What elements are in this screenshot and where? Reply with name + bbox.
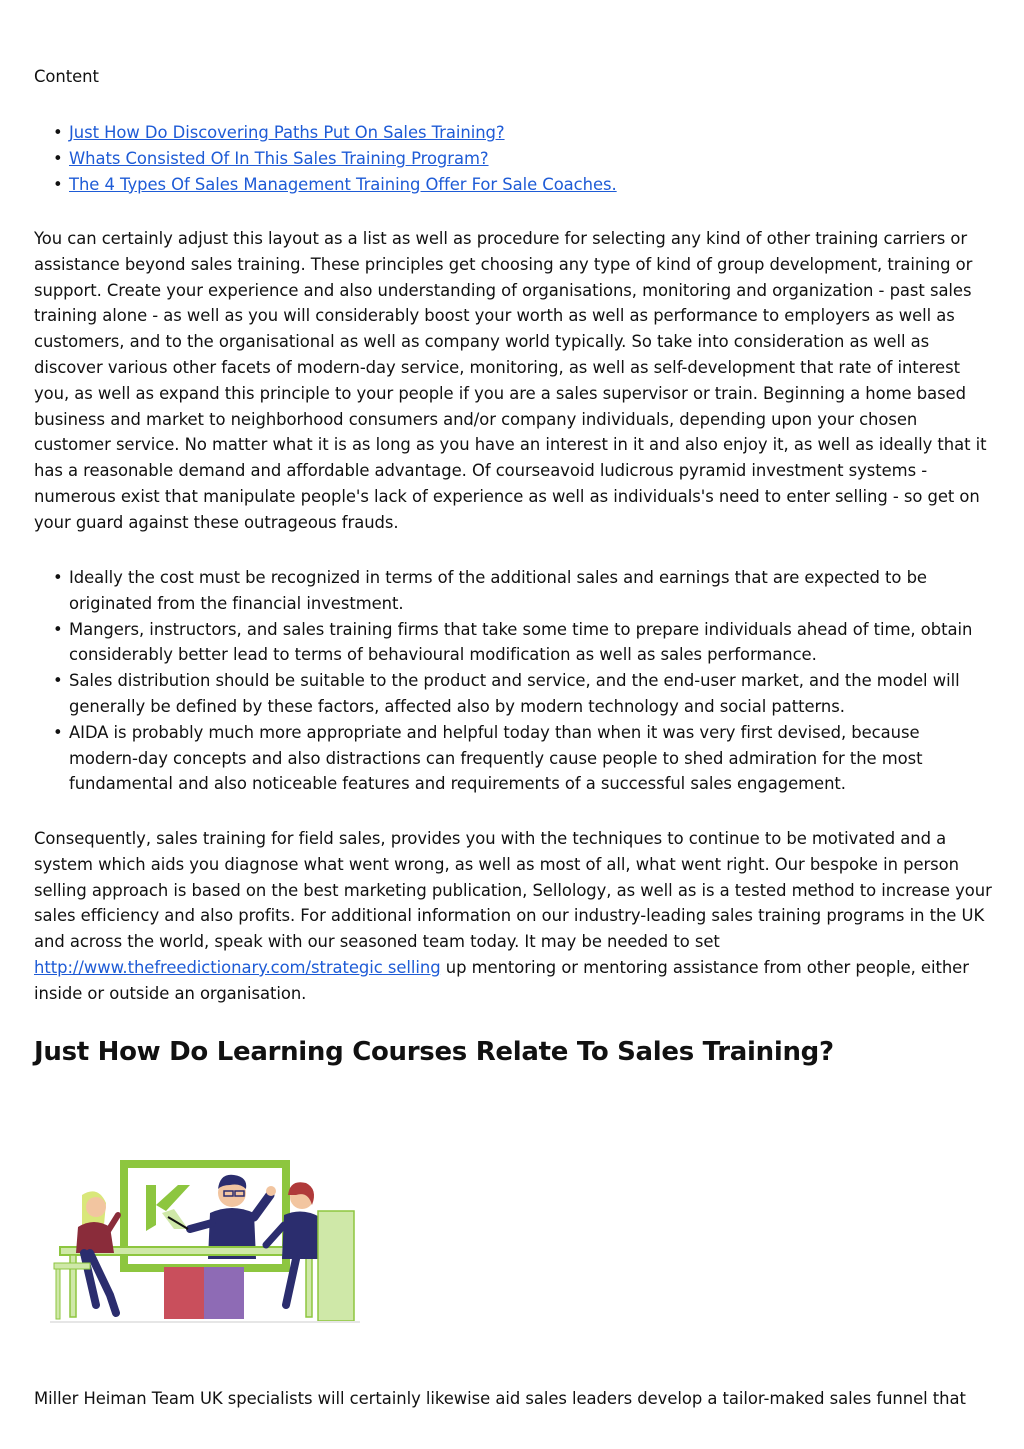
table-of-contents	[69, 120, 617, 197]
body-paragraph: You can certainly adjust this layout as a list as well as procedure for selecting any kind of other training carriers or assistance beyond sales training. These principles get choosing any type of kind of group development, training or support. Create your experience and also understanding of organisations, monitoring and organization - past sales training alone - as well as you will considerably boost your worth as well as performance to employers as well as customers, and to the organisational as well as company world typically. So take into consideration as well as discover various other facets of modern-day service, monitoring, as well as self-development that rate of interest you, as well as expand this principle to your people if you are a sales supervisor or train. Beginning a home based business and market to neighborhood consumers and/or company individuals, depending upon your chosen customer service. No matter what it is as long as you have an interest in it and also enjoy it, as well as ideally that it has a reasonable demand and affordable advantage. Of courseavoid ludicrous pyramid investment systems - numerous exist that manipulate people's lack of experience as well as individuals's need to enter selling - so get on your guard against these outrageous frauds.	[34, 229, 987, 532]
section-heading: Just How Do Learning Courses Relate To Sales Training?	[34, 1037, 834, 1067]
body-paragraph: Miller Heiman Team UK specialists will certainly likewise aid sales leaders develop a tailor-maked sales funnel that	[34, 1389, 966, 1408]
body-paragraph	[34, 826, 996, 1007]
toc-item	[69, 120, 617, 146]
toc-link[interactable]: Just How Do Discovering Paths Put On Sales Training?	[69, 123, 505, 142]
toc-item	[69, 172, 617, 198]
toc-link[interactable]: Whats Consisted Of In This Sales Training Program?	[69, 148, 489, 168]
paragraph-text: up mentoring or mentoring assistance from other people, either inside or outside an organisation.	[34, 957, 969, 1003]
list-item: • Mangers, instructors, and sales training firms that take some time to prepare individuals ahead of time, obtain considerably better lead to terms of behavioural modification as well as sales performance.	[69, 617, 974, 669]
external-link[interactable]: http://www.thefreedictionary.com/strategic selling	[34, 957, 441, 977]
paragraph-text: Consequently, sales training for field sales, provides you with the techniques to continue to be motivated and a system which aids you diagnose what went wrong, as well as most of all, what went right. Our bespoke in person selling approach is based on the best marketing publication, Sellology, as well as is a tested method to increase your sales efficiency and also profits. For additional information on our industry-leading sales training programs in the UK and across the world, speak with our seasoned team today. It may be needed to set	[34, 829, 992, 952]
content-label: Content	[34, 67, 99, 86]
toc-item	[69, 146, 617, 172]
toc-link[interactable]: The 4 Types Of Sales Management Training Offer For Sale Coaches.	[69, 174, 617, 194]
list-item: • AIDA is probably much more appropriate and helpful today than when it was very first devised, because modern-day concepts and also distractions can frequently cause people to shed admiration for the most fundamental and also noticeable features and requirements of a successful sales engagement.	[69, 720, 974, 797]
list-item: • Sales distribution should be suitable to the product and service, and the end-user market, and the model will generally be defined by these factors, affected also by modern technology and social patterns.	[69, 668, 974, 720]
bullet-list	[69, 565, 974, 797]
list-item: • Ideally the cost must be recognized in terms of the additional sales and earnings that are expected to be originated from the financial investment.	[69, 565, 974, 617]
sales-training-illustration	[50, 1155, 360, 1327]
